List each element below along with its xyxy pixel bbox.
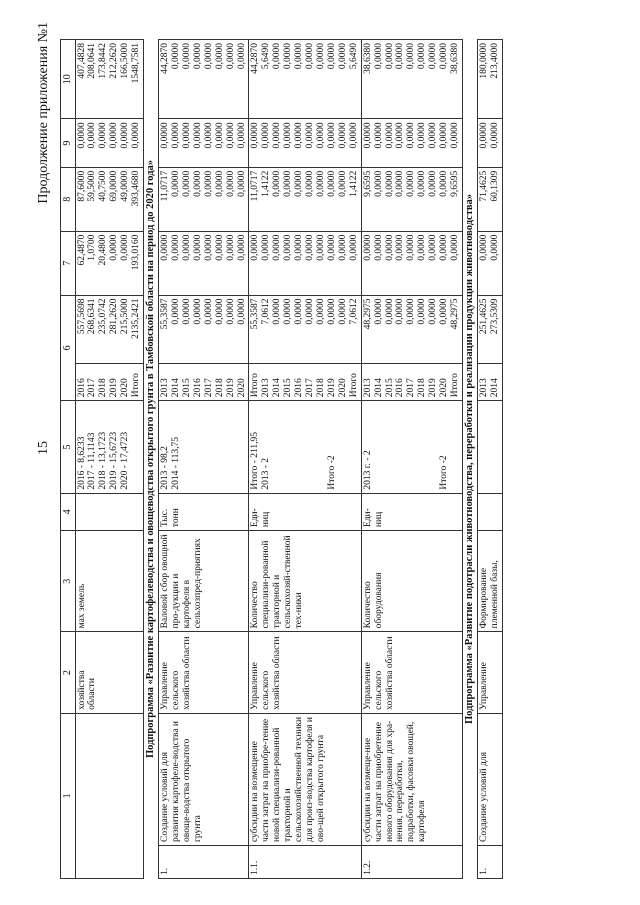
table-row bbox=[159, 40, 249, 879]
col-header-10: 10 bbox=[61, 40, 76, 119]
row-number: 1. bbox=[478, 845, 503, 878]
row-federal: 0,0000 0,0000 0,0000 0,0000 0,0000 0,0000 0,0000 0,0000 0,0000 0,0000 bbox=[249, 231, 361, 295]
row-name: Создание условий для развития картофеле-водства и овоще-водства открытого грунта bbox=[159, 713, 249, 845]
row-other: 44,2870 0,0000 0,0000 0,0000 0,0000 0,0000 0,0000 0,0000 bbox=[159, 40, 249, 119]
col-header-5: 5 bbox=[61, 401, 76, 493]
row-indicator: Количество оборудования bbox=[361, 531, 462, 632]
row-years: 2013 2014 2015 2016 2017 2018 2019 2020 Итого bbox=[361, 363, 462, 400]
row-total: 55,3587 0,0000 0,0000 0,0000 0,0000 0,0000 0,0000 0,0000 bbox=[159, 295, 249, 363]
col-header-3: 3 bbox=[61, 531, 76, 632]
row-name: субсидии на возмеще-ние части затрат на приобретение нового оборудования для хра-нения, переработки, подработки, фасовки овощей, картофеля bbox=[361, 713, 462, 845]
cell-federal: 62,4870 1,0700 20,4800 0,0000 0,0000 193,0160 bbox=[75, 231, 144, 295]
row-other: 38,6380 0,0000 0,0000 0,0000 0,0000 0,0000 0,0000 0,0000 38,6380 bbox=[361, 40, 462, 119]
row-regional: 11,0717 0,0000 0,0000 0,0000 0,0000 0,0000 0,0000 0,0000 bbox=[159, 167, 249, 231]
row-local: 0,0000 0,0000 0,0000 0,0000 0,0000 0,0000 0,0000 0,0000 0,0000 bbox=[361, 119, 462, 167]
row-total: 55,3587 7,0612 0,0000 0,0000 0,0000 0,0000 0,0000 0,0000 0,0000 7,0612 bbox=[249, 295, 361, 363]
row-unit: Еди-ниц bbox=[361, 493, 462, 530]
col-header-8: 8 bbox=[61, 167, 76, 231]
cell-regional: 87,6000 59,5000 40,7500 69,0000 49,0000 393,4680 bbox=[75, 167, 144, 231]
row-local: 0,0000 0,0000 0,0000 0,0000 0,0000 0,0000 0,0000 0,0000 0,0000 0,0000 bbox=[249, 119, 361, 167]
cell-local: 0,0000 0,0000 0,0000 0,0000 0,0000 0,0000 bbox=[75, 119, 144, 167]
continuation-note: Продолжение приложения №1 bbox=[36, 22, 51, 204]
row-name: Создание условий для bbox=[478, 713, 503, 845]
cell-total: 557,5698 268,6341 235,0742 281,2620 215,5000 2135,2421 bbox=[75, 295, 144, 363]
col-header-1: 1 bbox=[61, 713, 76, 878]
cell-other: 407,4828 208,0641 173,8442 212,2620 166,5000 1548,7581 bbox=[75, 40, 144, 119]
row-executor: Управление сельского хозяйства области bbox=[159, 632, 249, 713]
row-federal: 0,0000 0,0000 0,0000 0,0000 0,0000 0,0000 0,0000 0,0000 0,0000 bbox=[361, 231, 462, 295]
col-header-7: 7 bbox=[61, 231, 76, 295]
subprogram-title: Подпрограмма «Развитие подотрасли животноводства, переработки и реализации продукции животноводства» bbox=[462, 40, 477, 879]
row-years: Итого 2013 2014 2015 2016 2017 2018 2019 2020 Итого bbox=[249, 363, 361, 400]
page-number: 15 bbox=[36, 441, 51, 455]
col-header-6: 6 bbox=[61, 295, 76, 401]
col-header-9: 9 bbox=[61, 119, 76, 167]
subprogram-title-row bbox=[462, 40, 477, 879]
row-total: 251,4625 273,5309 bbox=[478, 295, 503, 363]
col-header-2: 2 bbox=[61, 632, 76, 713]
row-name: субсидии на возмещение части затрат на приобре-тение новой специализи-рованной тракторной и сельскохозяйственной техники для произ-водства картофеля и ово-щей открытого грунта bbox=[249, 713, 361, 845]
col-header-4: 4 bbox=[61, 493, 76, 530]
row-executor: Управление bbox=[478, 632, 503, 713]
row-years: 2013 2014 2015 2016 2017 2018 2019 2020 bbox=[159, 363, 249, 400]
row-federal: 0,0000 0,0000 bbox=[478, 231, 503, 295]
row-unit: Тыс. тонн bbox=[159, 493, 249, 530]
row-number: 1.1. bbox=[249, 845, 361, 878]
row-regional: 11,0717 1,4122 0,0000 0,0000 0,0000 0,0000 0,0000 0,0000 0,0000 1,4122 bbox=[249, 167, 361, 231]
program-table bbox=[60, 39, 503, 879]
row-regional: 71,4625 60,1309 bbox=[478, 167, 503, 231]
row-indicator: Количество специализи-рованной тракторной и сельскохозяй-ственной тех-ники bbox=[249, 531, 361, 632]
row-total: 48,2975 0,0000 0,0000 0,0000 0,0000 0,0000 0,0000 0,0000 48,2975 bbox=[361, 295, 462, 363]
row-target: Итого - 211,95 2013 - 2 Итого -2 bbox=[249, 401, 361, 493]
header-row bbox=[61, 40, 76, 879]
row-number: 1.2. bbox=[361, 845, 462, 878]
row-federal: 0,0000 0,0000 0,0000 0,0000 0,0000 0,0000 0,0000 0,0000 bbox=[159, 231, 249, 295]
row-target: 2013 г. - 2 Итого -2 bbox=[361, 401, 462, 493]
row-target: 2013 - 98,2 2014 - 113,75 bbox=[159, 401, 249, 493]
row-other: 180,0000 213,4000 bbox=[478, 40, 503, 119]
row-local: 0,0000 0,0000 0,0000 0,0000 0,0000 0,0000 0,0000 0,0000 bbox=[159, 119, 249, 167]
cell-executor: хозяйства области bbox=[75, 632, 144, 713]
row-unit: Еди-ниц bbox=[249, 493, 361, 530]
row-executor: Управление сельского хозяйства области bbox=[361, 632, 462, 713]
table-row bbox=[361, 40, 462, 879]
cell-years: 2016 2017 2018 2019 2020 Итого bbox=[75, 363, 144, 400]
table-row bbox=[249, 40, 361, 879]
subprogram-title-row bbox=[144, 40, 159, 879]
row-other: 44,2870 5,6490 0,0000 0,0000 0,0000 0,0000 0,0000 0,0000 0,0000 5,6490 bbox=[249, 40, 361, 119]
row-indicator: Формирование племенной базы, bbox=[478, 531, 503, 632]
subprogram-title: Подпрограмма «Развитие картофелеводства и овощеводства открытого грунта в Тамбовской области на период до 2020 года» bbox=[144, 40, 159, 879]
row-executor: Управление сельского хозяйства области bbox=[249, 632, 361, 713]
cell-target: 2016 - 8,6233 2017 - 11,1143 2018 - 13,1723 2019 - 15,6723 2020 - 17,4723 bbox=[75, 401, 144, 493]
table-row bbox=[75, 40, 144, 879]
row-number: 1. bbox=[159, 845, 249, 878]
row-local: 0,0000 0,0000 bbox=[478, 119, 503, 167]
table-row bbox=[478, 40, 503, 879]
cell-indicator: мах земель bbox=[75, 531, 144, 632]
row-years: 2013 2014 bbox=[478, 363, 503, 400]
row-regional: 9,6595 0,0000 0,0000 0,0000 0,0000 0,0000 0,0000 0,0000 9,6595 bbox=[361, 167, 462, 231]
row-indicator: Валовой сбор овощной про-дукции и картофеля в сельхозпред-приятиях bbox=[159, 531, 249, 632]
